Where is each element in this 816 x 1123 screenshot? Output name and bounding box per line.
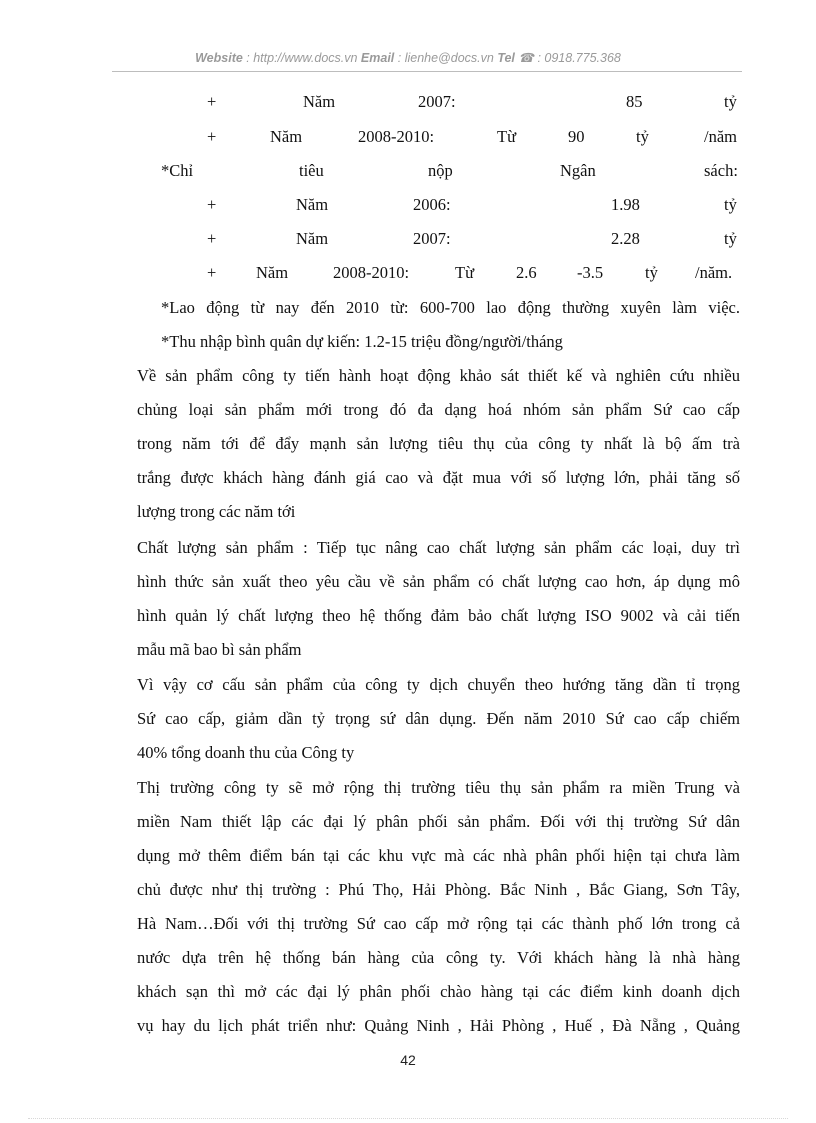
row-cell: + bbox=[207, 127, 217, 146]
email-value: : lienhe@docs.vn bbox=[394, 51, 498, 65]
header-rule bbox=[112, 71, 742, 72]
paragraph-line: trong năm tới để đẩy mạnh sản lượng tiêu thụ của công ty nhất là bộ ấm trà bbox=[137, 434, 740, 453]
paragraph-line: Sứ cao cấp, giảm dần tỷ trọng sứ dân dụng. Đến năm 2010 Sứ cao cấp chiếm bbox=[137, 709, 740, 728]
website-label: Website bbox=[195, 51, 243, 65]
row-cell: /năm. bbox=[695, 263, 733, 282]
phone-icon: ☎ bbox=[518, 51, 534, 65]
page-number: 42 bbox=[400, 1052, 416, 1068]
row-cell: nộp bbox=[428, 161, 453, 180]
paragraph-line: trắng được khách hàng đánh giá cao và đặt mua với số lượng lớn, phải tăng số bbox=[137, 468, 740, 487]
row-cell: tỷ bbox=[724, 195, 737, 214]
paragraph-line: Thị trường công ty sẽ mở rộng thị trường tiêu thụ sản phẩm ra miền Trung và bbox=[137, 778, 740, 797]
row-cell: 2.28 bbox=[611, 229, 640, 248]
row-cell: 2007: bbox=[418, 92, 456, 111]
row-cell: 90 bbox=[568, 127, 585, 146]
paragraph-line: chủ được như thị trường : Phú Thọ, Hải Phòng. Bắc Ninh , Bắc Giang, Sơn Tây, bbox=[137, 880, 740, 899]
row-cell: tỷ bbox=[645, 263, 658, 282]
row-cell: 2008-2010: bbox=[358, 127, 435, 146]
row-cell: 2007: bbox=[413, 229, 451, 248]
paragraph-line: hình thức sản xuất theo yêu cầu về sản phẩm có chất lượng cao hơn, áp dụng mô bbox=[137, 572, 740, 591]
paragraph-line: Hà Nam…Đối với thị trường Sứ cao cấp mở rộng tại các thành phố lớn trong cả bbox=[137, 914, 740, 933]
row-cell: 1.98 bbox=[611, 195, 640, 214]
row-cell: *Chỉ bbox=[161, 161, 194, 180]
row-cell: Ngân bbox=[560, 161, 596, 180]
row-cell: + bbox=[207, 229, 217, 248]
row-cell: Từ bbox=[455, 263, 475, 282]
row-cell: Năm bbox=[270, 127, 303, 146]
row-cell: tiêu bbox=[299, 161, 324, 180]
paragraph-line: miền Nam thiết lập các đại lý phân phối sản phẩm. Đối với thị trường Sứ dân bbox=[137, 812, 740, 831]
paragraph-line: mẫu mã bao bì sản phẩm bbox=[137, 640, 302, 659]
email-label: Email bbox=[360, 51, 395, 65]
row-cell: sách: bbox=[704, 161, 738, 180]
paragraph-line: 40% tổng doanh thu của Công ty bbox=[137, 743, 355, 762]
row-cell: Năm bbox=[303, 92, 336, 111]
paragraph-line: dụng mở thêm điểm bán tại các khu vực mà các nhà phân phối hiện tại chưa làm bbox=[137, 846, 740, 865]
tel-value: : 0918.775.368 bbox=[533, 51, 621, 65]
paragraph-line: lượng trong các năm tới bbox=[137, 502, 296, 521]
row-cell: tỷ bbox=[724, 229, 737, 248]
paragraph-products bbox=[137, 362, 740, 532]
paragraph-line: chủng loại sản phẩm mới trong đó đa dạng hoá nhóm sản phẩm Sứ cao cấp bbox=[137, 400, 740, 419]
row-cell: + bbox=[207, 92, 217, 111]
paragraph-line: Vì vậy cơ cấu sản phẩm của công ty dịch chuyển theo hướng tăng dần tỉ trọng bbox=[137, 675, 740, 694]
row-cell: /năm bbox=[704, 127, 737, 146]
footer-rule bbox=[28, 1118, 788, 1119]
row-cell: tỷ bbox=[636, 127, 649, 146]
row-cell: Năm bbox=[256, 263, 289, 282]
row-cell: -3.5 bbox=[577, 263, 604, 282]
row-cell: 2008-2010: bbox=[333, 263, 410, 282]
row-cell: Từ bbox=[497, 127, 517, 146]
paragraph-line: nước dựa trên hệ thống bán hàng của công ty. Với khách hàng là nhà hàng bbox=[137, 948, 740, 967]
paragraph-line: vụ hay du lịch phát triển như: Quảng Ninh , Hải Phòng , Huế , Đà Nẵng , Quảng bbox=[137, 1016, 740, 1035]
row-cell: + bbox=[207, 195, 217, 214]
website-value: : http://www.docs.vn bbox=[242, 51, 361, 65]
paragraph-market bbox=[137, 774, 740, 1046]
paragraph-structure bbox=[137, 671, 740, 773]
row-cell: Năm bbox=[296, 229, 329, 248]
row-cell: Năm bbox=[296, 195, 329, 214]
paragraph-line: Về sản phẩm công ty tiến hành hoạt động khảo sát thiết kế và nghiên cứu nhiều bbox=[137, 366, 740, 385]
paragraph-quality bbox=[137, 534, 740, 670]
paragraph-line: khách sạn thì mở các đại lý phân phối chào hàng tại các điểm kinh doanh dịch bbox=[137, 982, 740, 1001]
row-cell: 85 bbox=[626, 92, 643, 111]
page-header bbox=[0, 50, 816, 65]
row-cell: 2006: bbox=[413, 195, 451, 214]
tel-label: Tel bbox=[497, 51, 515, 65]
paragraph-line: hình quản lý chất lượng theo hệ thống đảm bảo chất lượng ISO 9002 và cải tiến bbox=[137, 606, 740, 625]
labor-line: *Lao động từ nay đến 2010 từ: 600-700 lao động thường xuyên làm việc. bbox=[161, 298, 740, 317]
row-cell: tỷ bbox=[724, 92, 737, 111]
row-cell: + bbox=[207, 263, 217, 282]
paragraph-line: Chất lượng sản phẩm : Tiếp tục nâng cao chất lượng sản phẩm các loại, duy trì bbox=[137, 538, 740, 557]
income-line: *Thu nhập bình quân dự kiến: 1.2-15 triệu đồng/người/tháng bbox=[161, 332, 563, 351]
row-cell: 2.6 bbox=[516, 263, 537, 282]
